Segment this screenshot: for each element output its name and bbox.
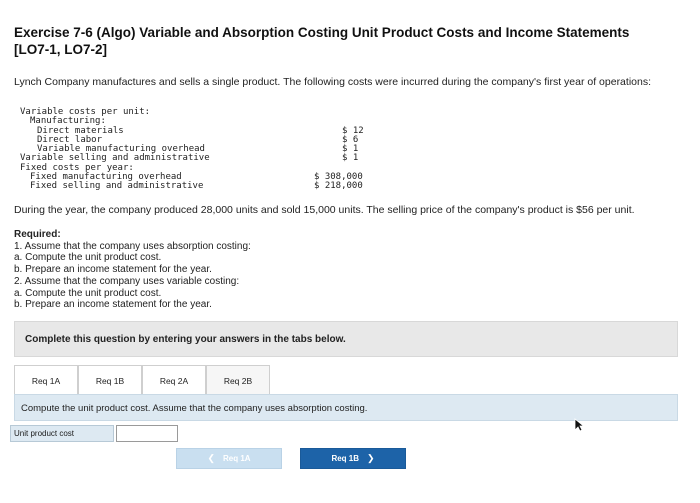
fixed-selling-label: Fixed selling and administrative bbox=[30, 181, 204, 192]
prev-button-label: Req 1A bbox=[222, 454, 251, 463]
required-line: a. Compute the unit product cost. bbox=[14, 252, 162, 264]
intro-text: Lynch Company manufactures and sells a single product. The following costs were incurred during the company's first year of operations: bbox=[14, 76, 651, 88]
unit-product-cost-label: Unit product cost bbox=[10, 425, 114, 442]
production-text: During the year, the company produced 28,000 units and sold 15,000 units. The selling price of the company's product is $56 per unit. bbox=[14, 204, 635, 216]
variable-costs-header: Variable costs per unit: bbox=[20, 107, 151, 117]
cost-table bbox=[20, 108, 380, 192]
question-bar bbox=[14, 394, 678, 421]
manufacturing-header: Manufacturing: bbox=[30, 116, 106, 127]
direct-materials-label: Direct materials bbox=[37, 125, 124, 136]
exercise-title: Exercise 7-6 (Algo) Variable and Absorption Costing Unit Product Costs and Income Statements [LO7-1, LO7-2] bbox=[14, 25, 630, 57]
fixed-selling-value: $ 218,000 bbox=[314, 181, 363, 192]
required-line: b. Prepare an income statement for the year. bbox=[14, 264, 212, 276]
fixed-overhead-label: Fixed manufacturing overhead bbox=[30, 172, 182, 183]
tab-req-1a[interactable]: Req 1A bbox=[14, 365, 78, 395]
direct-materials-value: $ 12 bbox=[342, 125, 364, 136]
instruction-text: Complete this question by entering your answers in the tabs below. bbox=[25, 334, 346, 345]
requirement-tabs bbox=[14, 365, 678, 395]
prev-requirement-button[interactable] bbox=[176, 448, 282, 469]
required-line: a. Compute the unit product cost. bbox=[14, 287, 162, 299]
instruction-box bbox=[14, 321, 678, 357]
question-text: Compute the unit product cost. Assume that the company uses absorption costing. bbox=[21, 403, 368, 414]
required-line: 2. Assume that the company uses variable costing: bbox=[14, 275, 240, 287]
chevron-left-icon: ❮ bbox=[207, 453, 215, 463]
chevron-right-icon: ❯ bbox=[367, 453, 375, 463]
fixed-overhead-value: $ 308,000 bbox=[314, 172, 363, 183]
fixed-selling-row bbox=[20, 182, 380, 191]
variable-overhead-value: $ 1 bbox=[342, 144, 359, 155]
next-button-label: Req 1B bbox=[331, 454, 359, 463]
unit-product-cost-input[interactable] bbox=[116, 425, 178, 442]
tab-req-2b[interactable]: Req 2B bbox=[206, 365, 270, 395]
fixed-costs-header: Fixed costs per year: bbox=[20, 162, 134, 173]
direct-labor-value: $ 6 bbox=[342, 134, 359, 145]
required-heading: Required: bbox=[14, 229, 61, 240]
variable-selling-value: $ 1 bbox=[342, 153, 359, 164]
tab-req-2a[interactable]: Req 2A bbox=[142, 365, 206, 395]
mouse-cursor-icon bbox=[574, 418, 584, 432]
required-line: 1. Assume that the company uses absorption costing: bbox=[14, 240, 251, 252]
required-line: b. Prepare an income statement for the year. bbox=[14, 299, 212, 311]
required-section bbox=[14, 229, 414, 311]
direct-labor-label: Direct labor bbox=[37, 134, 103, 145]
next-requirement-button[interactable] bbox=[300, 448, 406, 469]
variable-overhead-label: Variable manufacturing overhead bbox=[37, 144, 205, 155]
tab-req-1b[interactable]: Req 1B bbox=[78, 365, 142, 395]
variable-selling-label: Variable selling and administrative bbox=[20, 153, 210, 164]
